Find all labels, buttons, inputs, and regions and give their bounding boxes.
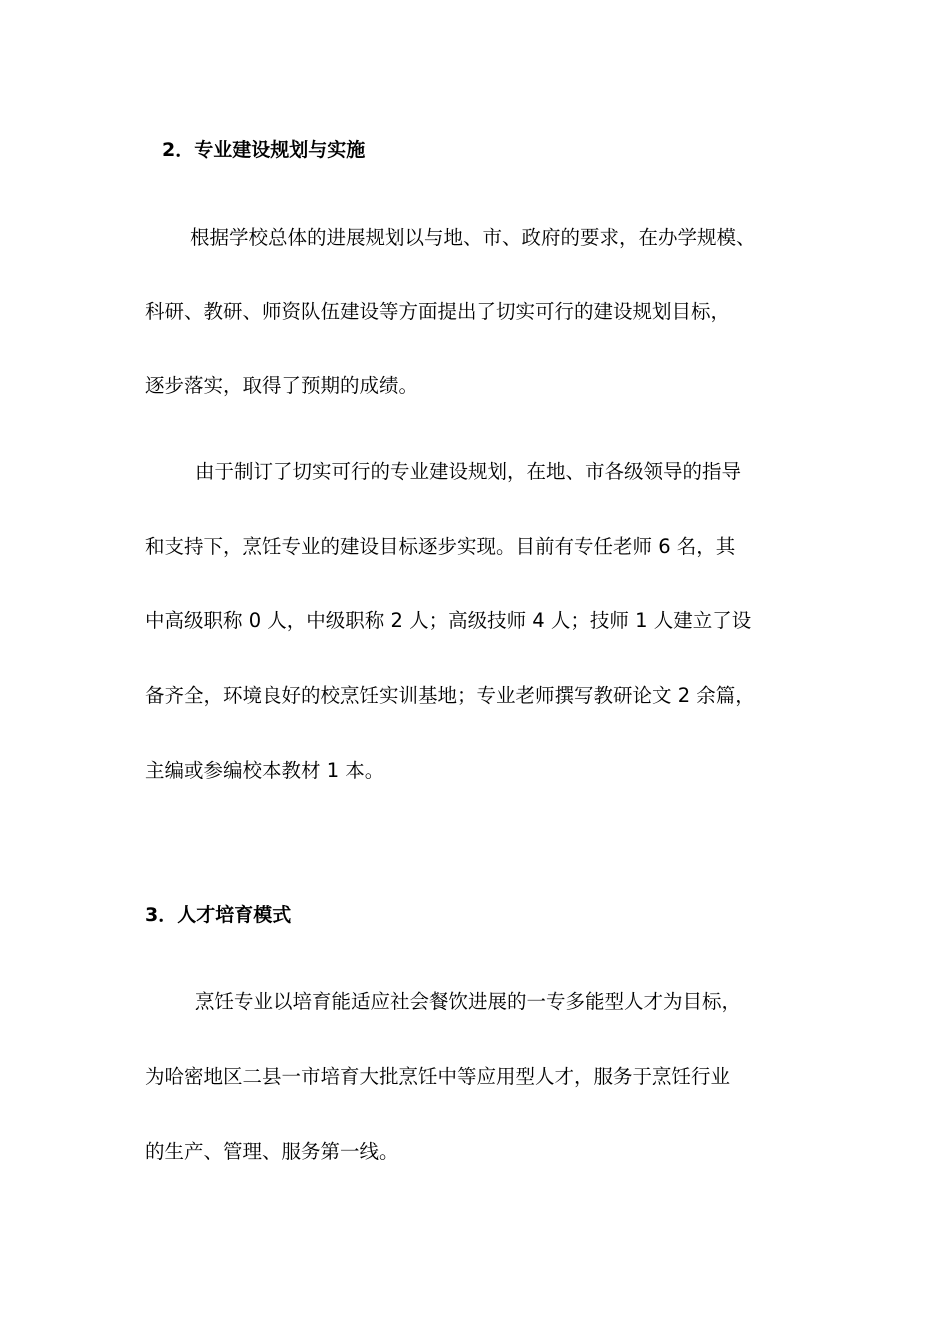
section-3-para-1-line-2: 为哈密地区二县一市培育大批烹饪中等应用型人才，服务于烹饪行业	[145, 1065, 731, 1088]
section-3-heading: 3．人才培育模式	[145, 904, 292, 926]
section-2-para-1-line-1: 根据学校总体的进展规划以与地、市、政府的要求，在办学规模、	[190, 226, 756, 249]
section-2-heading: 2．专业建设规划与实施	[162, 139, 366, 161]
section-2-para-2-line-5: 主编或参编校本教材 1 本。	[145, 759, 385, 782]
section-2-para-2-line-3: 中高级职称 0 人，中级职称 2 人；高级技师 4 人；技师 1 人建立了设	[145, 609, 752, 632]
section-2-para-1-line-3: 逐步落实，取得了预期的成绩。	[145, 374, 419, 397]
section-2-para-2-line-2: 和支持下，烹饪专业的建设目标逐步实现。目前有专任老师 6 名，其	[145, 535, 736, 558]
section-2-para-2-line-4: 备齐全，环境良好的校烹饪实训基地；专业老师撰写教研论文 2 余篇，	[145, 684, 755, 707]
section-3-para-1-line-1: 烹饪专业以培育能适应社会餐饮进展的一专多能型人才为目标，	[195, 990, 742, 1013]
section-2-para-2-line-1: 由于制订了切实可行的专业建设规划，在地、市各级领导的指导	[195, 460, 742, 483]
section-2-para-1-line-2: 科研、教研、师资队伍建设等方面提出了切实可行的建设规划目标，	[145, 300, 731, 323]
section-3-para-1-line-3: 的生产、管理、服务第一线。	[145, 1140, 399, 1163]
